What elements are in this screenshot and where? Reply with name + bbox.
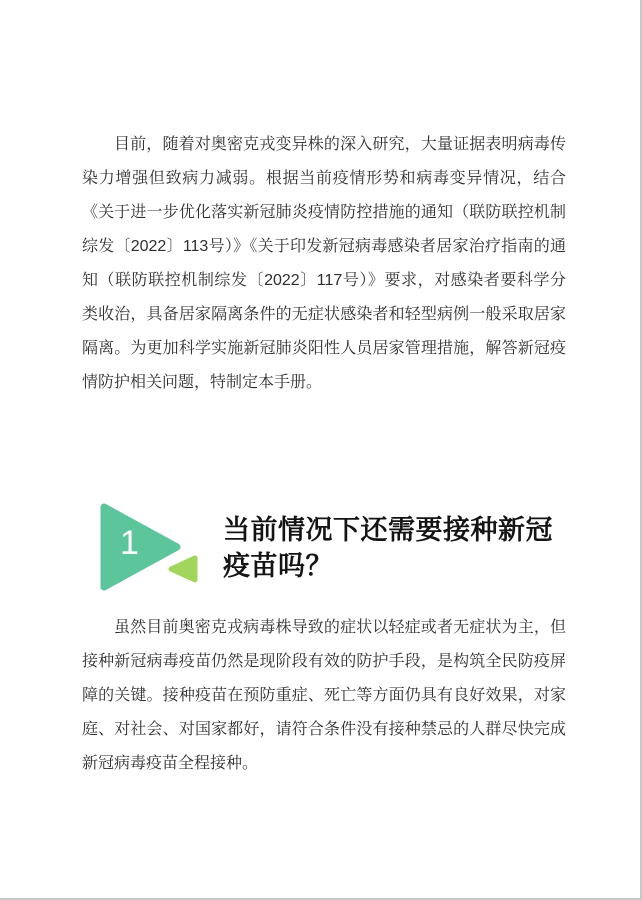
section-marker-big-triangle <box>104 507 177 587</box>
section-marker-icon <box>100 500 200 595</box>
section-number: 1 <box>120 524 139 562</box>
intro-paragraph: 目前，随着对奥密克戎变异株的深入研究，大量证据表明病毒传染力增强但致病力减弱。根据当前疫情形势和病毒变异情况，结合《关于进一步优化落实新冠肺炎疫情防控措施的通知（联防联控机制综发〔2022〕113号）》《关于印发新冠病毒感染者居家治疗指南的通知（联防联控机制综发〔2022〕117号）》要求，对感染者要科学分类收治，具备居家隔离条件的无症状感染者和轻型病例一般采取居家隔离。为更加科学实施新冠肺炎阳性人员居家管理措施，解答新冠疫情防护相关问题，特制定本手册。 <box>82 136 566 391</box>
section-marker-small-triangle <box>171 558 195 580</box>
answer-paragraph: 虽然目前奥密克戎病毒株导致的症状以轻症或者无症状为主，但接种新冠病毒疫苗仍然是现阶段有效的防护手段，是构筑全民防疫屏障的关键。接种疫苗在预防重症、死亡等方面仍具有良好效果，对家庭、对社会、对国家都好，请符合条件没有接种禁忌的人群尽快完成新冠病毒疫苗全程接种。 <box>82 619 566 772</box>
section-title: 当前情况下还需要接种新冠疫苗吗？ <box>223 515 553 581</box>
